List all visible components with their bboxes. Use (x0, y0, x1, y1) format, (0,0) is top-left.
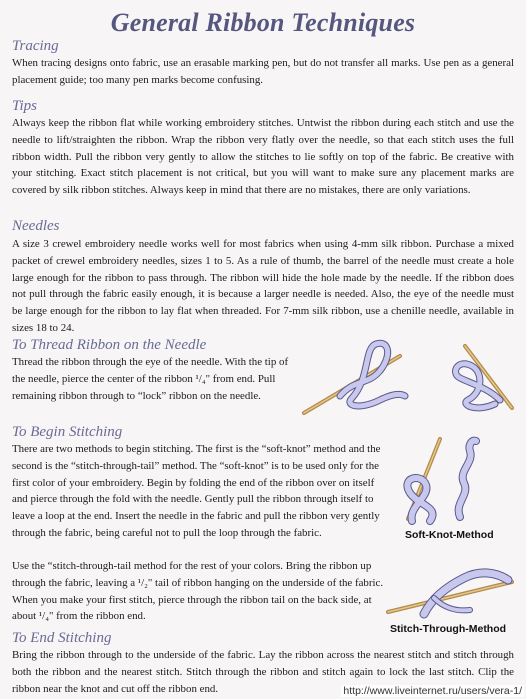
paragraph-begin-stitching: There are two methods to begin stitching. The first is the “soft-knot” method and the second is the “stitch-through-tail” method. The “soft-knot” is to be used only for the first color of your embroidery. Begin by folding the end of the ribbon over on itself and pierce through the fold with the needle. Gently pull the ribbon through itself to leave a loop at the end. Insert the needle in the fabric and pull the ribbon very gently through the fabric, being careful not to pull the loop through the fabric. (12, 443, 381, 539)
heading-tips: Tips (12, 98, 38, 114)
stitch-through-illustration (384, 568, 519, 620)
paragraph-end-stitching: Bring the ribbon through to the underside of the fabric. Lay the ribbon across the nearest stitch and stitch through both the ribbon and the nearest stitch. Stitch through the ribbon and stitch again to lock the last stitch. Clip the ribbon near the knot and cut off the ribbon end. (12, 649, 514, 695)
paragraph-thread-ribbon: Thread the ribbon through the eye of the needle. With the tip of the needle, pierce the center of the ribbon ¹/₄" from end. Pull remaining ribbon through to “lock” ribbon on the needle. (12, 356, 289, 402)
paragraph-needles: A size 3 crewel embroidery needle works well for most fabrics when using 4-mm silk ribbon. Purchase a mixed packet of crewel embroidery needles, sizes 1 to 5. As a rule of thumb, the barrel of the needle must create a hole large enough for the ribbon to pass through. The ribbon will hide the hole made by the needle. If the ribbon does not pull through the fabric easily enough, it is because a larger needle is needed. Also, the eye of the needle must be large enough for the ribbon to lay flat when threaded. For 7-mm silk ribbon, use a chenille needle, available in sizes 18 to 24. (12, 238, 514, 334)
heading-end-stitching: To End Stitching (12, 630, 112, 646)
heading-begin-stitching: To Begin Stitching (12, 424, 123, 440)
heading-thread-ribbon: To Thread Ribbon on the Needle (12, 337, 207, 353)
heading-needles: Needles (12, 218, 60, 234)
paragraph-tips: Always keep the ribbon flat while working embroidery stitches. Untwist the ribbon during each stitch and use the needle to lift/straighten the ribbon. Wrap the ribbon very flatly over the needle, so that each stitch uses the full ribbon width. Pull the ribbon very gently to allow the stitches to lie softly on top of the fabric. Be creative with your stitching. Exact stitch placement is not critical, but you will want to make sure any placement marks are covered by silk ribbon stitches. Always keep in mind that there are no mistakes, there are only variations. (12, 117, 514, 197)
caption-soft-knot: Soft-Knot-Method (405, 529, 494, 541)
thread-needle-illustration (300, 338, 520, 418)
caption-stitch-through: Stitch-Through-Method (390, 623, 507, 635)
watermark-url: http://www.liveinternet.ru/users/vera-1/ (343, 685, 522, 697)
soft-knot-illustration (390, 437, 515, 525)
paragraph-tracing: When tracing designs onto fabric, use an erasable marking pen, but do not transfer all marks. Use pen as a general placement guide; too many pen marks become confusing. (12, 57, 514, 86)
page-title: General Ribbon Techniques (110, 8, 416, 37)
heading-tracing: Tracing (12, 38, 59, 54)
paragraph-stitch-through-tail: Use the “stitch-through-tail method for the rest of your colors. Bring the ribbon up through the fabric, leaving a ¹/₂" tail of ribbon hanging on the underside of the fabric. When you make your first stitch, pierce through the ribbon tail on the back side, at about ¹/₄" from the ribbon end. (12, 560, 384, 623)
